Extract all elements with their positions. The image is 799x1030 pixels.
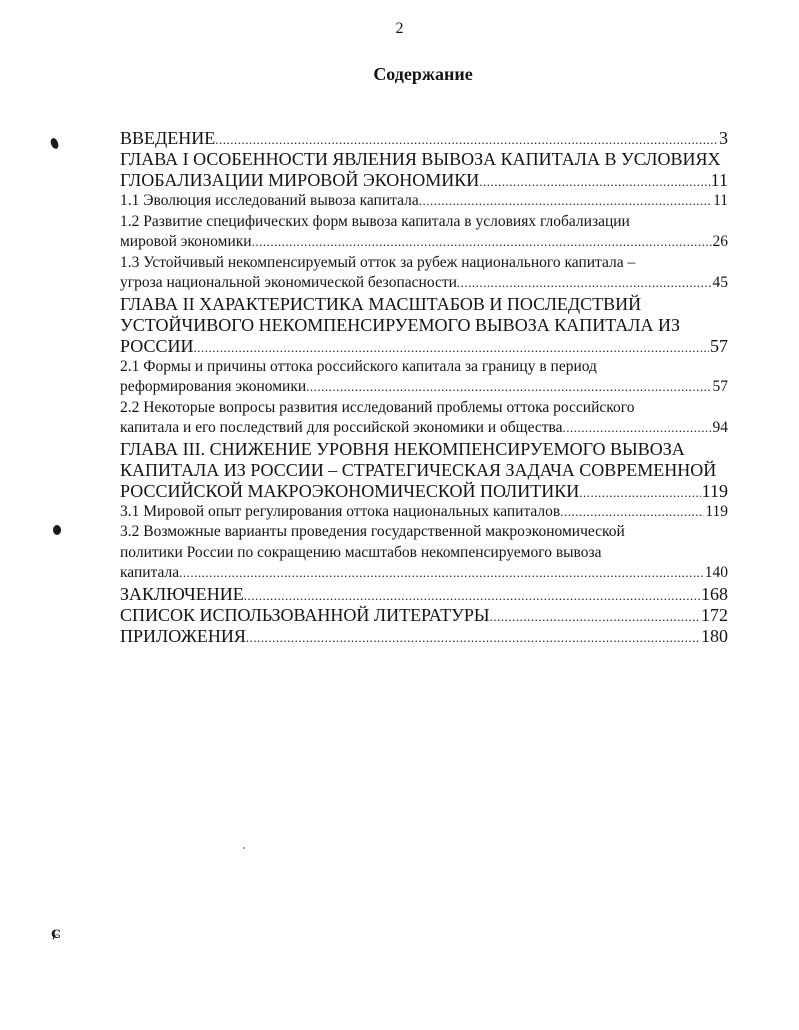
toc-leader-dots (193, 337, 709, 358)
toc-entry-text: УСТОЙЧИВОГО НЕКОМПЕНСИРУЕМОГО ВЫВОЗА КАПИТАЛА ИЗ (120, 314, 681, 335)
toc-line (120, 460, 728, 481)
toc-line (120, 149, 728, 170)
toc-entry-text: 1.1 Эволюция исследований вывоза капитала (120, 192, 419, 209)
toc-page-number: 94 (712, 419, 728, 436)
toc-page-number: 172 (701, 604, 728, 625)
toc-page-number: 119 (705, 502, 728, 520)
toc-page-number: 11 (710, 170, 728, 190)
toc-entry-text: РОССИЙСКОЙ МАКРОЭКОНОМИЧЕСКОЙ ПОЛИТИКИ (120, 480, 580, 501)
toc-line (120, 377, 728, 398)
toc-line (120, 522, 728, 543)
toc-leader-dots (490, 606, 700, 627)
toc-page-number: 57 (712, 378, 728, 395)
toc-line (120, 336, 728, 357)
toc-page-number: 180 (701, 625, 728, 646)
toc-entry-text: ВВЕДЕНИЕ (120, 128, 216, 148)
toc-line (120, 418, 728, 439)
toc-entry-text: 2.1 Формы и причины оттока российского капитала за границу в период (120, 357, 597, 375)
toc-line (120, 273, 728, 294)
toc-entry-text: ПРИЛОЖЕНИЯ (120, 625, 246, 646)
toc-line (120, 294, 728, 315)
toc-entry-text: 2.2 Некоторые вопросы развития исследований проблемы оттока российского (120, 398, 635, 416)
toc-line (120, 563, 728, 584)
toc-page-number: 168 (701, 583, 728, 604)
toc-line (120, 232, 728, 253)
toc-line (120, 128, 728, 149)
toc-line (120, 439, 728, 460)
toc-entry-text: 1.2 Развитие специфических форм вывоза капитала в условиях глобализации (120, 212, 630, 230)
toc-page-number: 45 (712, 274, 728, 291)
toc-page-number: 140 (704, 564, 728, 581)
toc-entry-text: мировой экономики (120, 233, 252, 250)
page-number: 2 (395, 20, 404, 37)
toc-line (120, 315, 728, 336)
scan-speck (243, 847, 245, 849)
toc-entry-text: ГЛАВА II ХАРАКТЕРИСТИКА МАСШТАБОВ И ПОСЛЕДСТВИЙ (120, 293, 642, 314)
toc-entry-text: 1.3 Устойчивый некомпенсируемый отток за рубеж национального капитала – (120, 253, 636, 271)
toc-page-number: 119 (701, 480, 728, 501)
toc-line (120, 398, 728, 419)
toc-line (120, 357, 728, 378)
toc-entry-text: 3.1 Мировой опыт регулирования оттока национальных капиталов (120, 502, 561, 520)
toc-entry-text: ЗАКЛЮЧЕНИЕ (120, 583, 244, 604)
toc-page-number: 11 (713, 192, 728, 209)
toc-entry-text: капитала (120, 564, 180, 581)
page-title: Содержание (373, 64, 473, 84)
toc-entry-text: угроза национальной экономической безопасности (120, 274, 457, 291)
toc-line (120, 502, 728, 523)
toc-leader-dots (457, 273, 712, 294)
toc-line (120, 481, 728, 502)
toc-leader-dots (562, 418, 711, 439)
toc-entry-text: 3.2 Возможные варианты проведения государственной макроэкономической (120, 523, 625, 540)
toc-leader-dots (244, 585, 700, 606)
toc-page-number: 57 (710, 335, 728, 356)
toc-leader-dots (306, 377, 711, 398)
toc-line (120, 543, 728, 564)
toc-line (120, 605, 728, 626)
toc-leader-dots (479, 171, 709, 192)
toc-line (120, 626, 728, 647)
toc-leader-dots (419, 191, 712, 212)
toc-entry-text: РОССИИ (120, 335, 194, 356)
toc-leader-dots (179, 563, 704, 584)
toc-page-number: 3 (719, 128, 728, 148)
toc-entry-text: СПИСОК ИСПОЛЬЗОВАННОЙ ЛИТЕРАТУРЫ (120, 604, 490, 625)
scan-blot-mark (53, 525, 61, 535)
toc-leader-dots (252, 232, 712, 253)
toc-line (120, 212, 728, 233)
toc-line (120, 584, 728, 605)
toc-leader-dots (215, 129, 718, 150)
toc-entry-text: реформирования экономики (120, 378, 307, 395)
toc-line (120, 253, 728, 274)
toc-entry-text: политики России по сокращению масштабов некомпенсируемого вывоза (120, 543, 602, 561)
toc-line (120, 170, 728, 191)
toc-leader-dots (246, 627, 700, 648)
scan-blot-mark (50, 137, 60, 149)
toc-leader-dots (560, 502, 704, 523)
scan-blot-mark: ɕ (51, 923, 61, 942)
toc-entry-text: ГЛАВА I ОСОБЕННОСТИ ЯВЛЕНИЯ ВЫВОЗА КАПИТАЛА В УСЛОВИЯХ (120, 149, 721, 169)
toc-line (120, 191, 728, 212)
toc-leader-dots (579, 482, 700, 503)
toc-entry-text: ГЛОБАЛИЗАЦИИ МИРОВОЙ ЭКОНОМИКИ (120, 170, 480, 190)
toc-entry-text: ГЛАВА III. СНИЖЕНИЕ УРОВНЯ НЕКОМПЕНСИРУЕМОГО ВЫВОЗА (120, 438, 685, 459)
toc-entry-text: КАПИТАЛА ИЗ РОССИИ – СТРАТЕГИЧЕСКАЯ ЗАДАЧА СОВРЕМЕННОЙ (120, 459, 717, 480)
toc-entry-text: капитала и его последствий для российской экономики и общества (120, 419, 563, 436)
table-of-contents (120, 128, 728, 647)
toc-page-number: 26 (712, 233, 728, 250)
